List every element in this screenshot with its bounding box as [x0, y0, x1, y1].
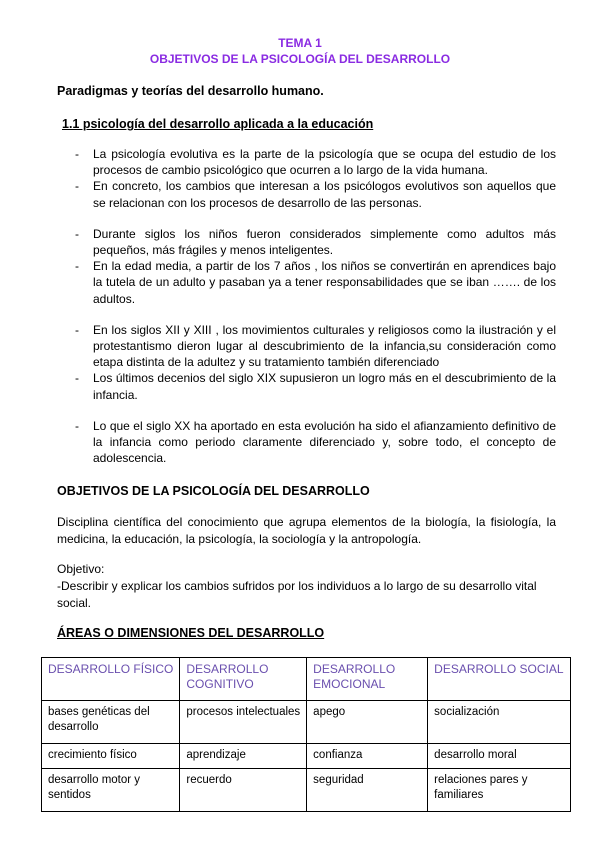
table-header-cell: DESARROLLO EMOCIONAL: [307, 658, 428, 701]
table-cell: seguridad: [307, 769, 428, 812]
bullet-item: - Lo que el siglo XX ha aportado en esta evolución ha sido el afianzamiento definitivo de la infancia como periodo claramente diferenciado y, sobre todo, el concepto de adolescencia.: [75, 418, 556, 467]
document-title-line1: TEMA 1: [278, 36, 322, 50]
areas-table: [41, 657, 571, 812]
table-header-cell: DESARROLLO FÍSICO: [42, 658, 180, 701]
table-cell: recuerdo: [180, 769, 307, 812]
bullet-item: - La psicología evolutiva es la parte de la psicología que se ocupa del estudio de los procesos de cambio psicológico que ocurren a lo largo de la vida humana.: [75, 146, 556, 178]
table-header-cell: DESARROLLO COGNITIVO: [180, 658, 307, 701]
objective-paragraph: -Describir y explicar los cambios sufridos por los individuos a lo largo de su desarrollo vital social.: [57, 579, 537, 610]
bullet-list: [75, 146, 556, 466]
bullet-item: - En concreto, los cambios que interesan a los psicólogos evolutivos son aquellos que se relacionan con los procesos de desarrollo de las personas.: [75, 178, 556, 210]
bullet-item: - Durante siglos los niños fueron considerados simplemente como adultos más pequeños, más frágiles y menos inteligentes.: [75, 226, 556, 258]
table-cell: crecimiento físico: [42, 744, 180, 769]
table-header-cell: DESARROLLO SOCIAL: [428, 658, 570, 701]
table-cell: relaciones pares y familiares: [428, 769, 570, 812]
objective-label: Objetivo:: [57, 562, 105, 576]
bullet-item: - En los siglos XII y XIII , los movimientos culturales y religiosos como la ilustración y el protestantismo dieron lugar al descubrimiento de la infancia,su consideración como etapa distinta de la adultez y su tratamiento también diferenciado: [75, 322, 556, 371]
table-row: [42, 744, 571, 769]
table-cell: apego: [307, 701, 428, 744]
document-title-line2: OBJETIVOS DE LA PSICOLOGÍA DEL DESARROLLO: [149, 52, 451, 66]
table-cell: socialización: [428, 701, 570, 744]
table-cell: desarrollo motor y sentidos: [42, 769, 180, 812]
table-cell: confianza: [307, 744, 428, 769]
table-header-row: [42, 658, 571, 701]
discipline-paragraph: Disciplina científica del conocimiento que agrupa elementos de la biología, la fisiología, la medicina, la educación, la psicología, la sociología y la antropología.: [57, 515, 556, 546]
bullet-item: - En la edad media, a partir de los 7 años , los niños se convertirán en aprendices bajo la tutela de un adulto y pasaban ya a tener responsabilidades que se iban ……. de los adultos.: [75, 258, 556, 307]
main-heading: Paradigmas y teorías del desarrollo humano.: [57, 84, 324, 98]
areas-heading: ÁREAS O DIMENSIONES DEL DESARROLLO: [57, 626, 325, 640]
table-row: [42, 769, 571, 812]
bullet-item: - Los últimos decenios del siglo XIX supusieron un logro más en el descubrimiento de la infancia.: [75, 370, 556, 402]
objectives-heading: OBJETIVOS DE LA PSICOLOGÍA DEL DESARROLLO: [57, 484, 370, 498]
table-cell: aprendizaje: [180, 744, 307, 769]
table-cell: procesos intelectuales: [180, 701, 307, 744]
table-row: [42, 701, 571, 744]
section-heading: 1.1 psicología del desarrollo aplicada a la educación: [62, 117, 374, 131]
table-cell: bases genéticas del desarrollo: [42, 701, 180, 744]
table-cell: desarrollo moral: [428, 744, 570, 769]
